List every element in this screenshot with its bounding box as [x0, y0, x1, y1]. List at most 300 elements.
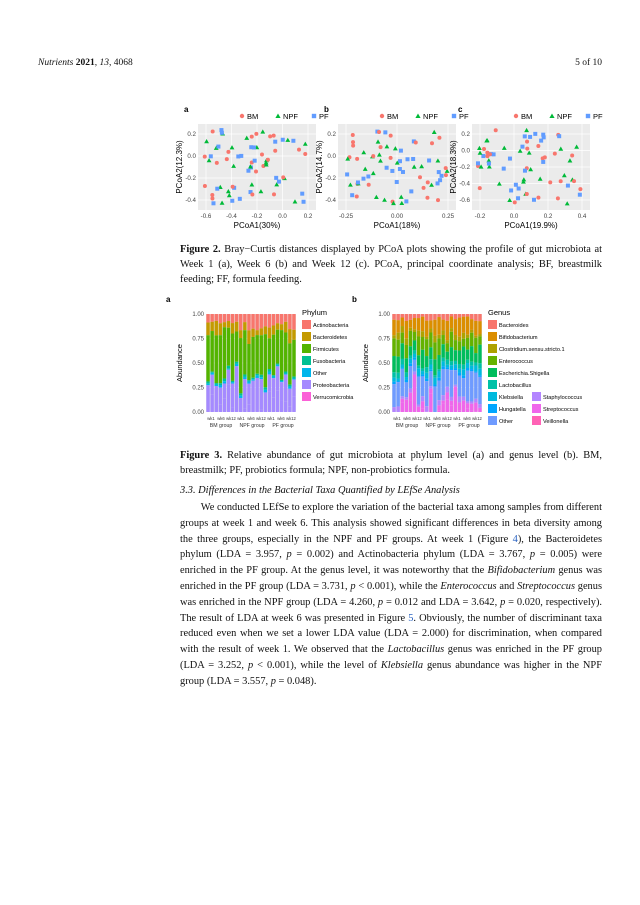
bar-segment — [454, 361, 457, 364]
scatter-point — [203, 155, 207, 159]
bar-segment — [466, 363, 469, 368]
bar-segment — [429, 314, 432, 320]
bar-segment — [292, 340, 295, 377]
bar-segment — [458, 314, 461, 318]
scatter-point — [273, 149, 277, 153]
bar-segment — [450, 332, 453, 347]
bar-segment — [268, 338, 271, 369]
bar-segment — [425, 337, 428, 340]
bar-segment — [227, 366, 230, 369]
bar-segment — [400, 314, 403, 318]
bar-segment — [433, 384, 436, 386]
scatter-point — [404, 199, 408, 203]
y-tick-label: -0.2 — [325, 175, 336, 182]
scatter-point — [541, 160, 545, 164]
bar-segment — [292, 314, 295, 330]
bar-segment — [268, 369, 271, 372]
scatter-point — [361, 177, 365, 181]
x-tick-label: -0.2 — [251, 213, 263, 220]
bar-segment — [206, 314, 209, 323]
bar-segment — [454, 319, 457, 335]
group-label: PF group — [272, 423, 294, 429]
legend-marker — [586, 114, 590, 118]
scatter-point — [539, 139, 543, 143]
scatter-point — [297, 148, 301, 152]
bar-segment — [400, 359, 403, 365]
y-tick-label: -0.2 — [185, 175, 196, 182]
bar-segment — [206, 384, 209, 386]
bar-segment — [425, 339, 428, 356]
scatter-point — [260, 152, 264, 156]
scatter-point — [398, 159, 402, 163]
bar-segment — [470, 330, 473, 333]
legend-label: Klebsiella — [499, 395, 523, 401]
bar-segment — [272, 376, 275, 378]
bar-segment — [413, 372, 416, 375]
journal-year: 2021 — [75, 58, 95, 68]
bar-segment — [210, 373, 213, 375]
bar-segment — [280, 381, 283, 382]
bar-segment — [470, 333, 473, 346]
y-tick-label: 0.2 — [461, 131, 470, 138]
bar-segment — [292, 330, 295, 340]
bar-segment — [405, 338, 408, 345]
bar-segment — [239, 330, 242, 338]
bar-segment — [445, 387, 448, 393]
bar-segment — [227, 314, 230, 321]
bar-segment — [437, 314, 440, 317]
bar-segment — [247, 381, 250, 383]
bar-segment — [292, 380, 295, 397]
bar-segment — [433, 320, 436, 336]
bar-segment — [474, 338, 477, 353]
bar-segment — [206, 335, 209, 381]
bar-segment — [219, 388, 222, 405]
scatter-point — [230, 199, 234, 203]
bar-segment — [470, 346, 473, 362]
bar-segment — [280, 324, 283, 330]
bar-segment — [206, 323, 209, 336]
bar-segment — [429, 347, 432, 359]
legend-label: Hungatella — [499, 407, 526, 413]
bar-segment — [421, 368, 424, 371]
scatter-point — [532, 198, 536, 202]
bar-segment — [214, 386, 217, 412]
scatter-point — [215, 187, 219, 191]
x-tick-label: wk1 — [237, 416, 245, 421]
scatter-point — [436, 181, 440, 185]
scatter-point — [281, 138, 285, 142]
journal-name: Nutrients — [38, 58, 74, 68]
bar-segment — [400, 343, 403, 359]
legend-swatch — [302, 368, 311, 377]
bar-segment — [392, 314, 395, 320]
x-tick-label: 0.2 — [543, 213, 553, 220]
legend-label: Bacteroidetes — [313, 335, 348, 341]
bar-segment — [400, 333, 403, 344]
bar-segment — [478, 369, 481, 375]
journal-volume: 13 — [99, 58, 109, 68]
bar-segment — [421, 374, 424, 376]
bar-segment — [284, 322, 287, 333]
bar-segment — [437, 355, 440, 369]
figure-3-label: Figure 3. — [180, 450, 223, 461]
bar-segment — [239, 396, 242, 398]
x-tick-label: wk12 — [286, 416, 296, 421]
bar-segment — [400, 396, 403, 398]
bar-segment — [231, 314, 234, 323]
para-text: and — [496, 580, 518, 592]
x-tick-label: wk1 — [423, 416, 431, 421]
p-var: p — [247, 659, 254, 671]
bar-segment — [210, 314, 213, 322]
scatter-point — [492, 152, 496, 156]
legend-swatch — [488, 320, 497, 329]
bar-segment — [437, 335, 440, 339]
bar-segment — [474, 403, 477, 412]
scatter-point — [559, 179, 563, 183]
bar-segment — [227, 369, 230, 370]
bar-segment — [231, 323, 234, 333]
bar-segment — [214, 385, 217, 386]
figure-5-link[interactable]: 5 — [408, 612, 414, 624]
bar-segment — [450, 347, 453, 361]
legend-swatch — [302, 332, 311, 341]
legend-title: Phylum — [302, 308, 328, 317]
scatter-point — [210, 197, 214, 201]
bar-segment — [392, 338, 395, 356]
bar-segment — [445, 360, 448, 365]
bar-segment — [474, 321, 477, 336]
bar-segment — [466, 335, 469, 338]
y-tick-label: 0.00 — [192, 410, 204, 416]
scatter-point — [437, 170, 441, 174]
scatter-point — [494, 128, 498, 132]
figure-2-caption — [180, 242, 602, 287]
group-label: PF group — [458, 423, 480, 429]
legend-label: Enterococcus — [499, 359, 533, 365]
bar-segment — [421, 376, 424, 396]
panel-letter: b — [324, 105, 329, 114]
bar-segment — [437, 381, 440, 401]
bar-segment — [417, 375, 420, 376]
legend-label: BM — [247, 112, 259, 121]
bar-segment — [454, 370, 457, 385]
bar-segment — [425, 406, 428, 412]
y-tick-label: 0.25 — [378, 385, 390, 392]
y-tick-label: 1.00 — [378, 312, 390, 318]
bar-segment — [450, 365, 453, 369]
scatter-point — [427, 158, 431, 162]
bar-segment — [425, 373, 428, 379]
bar-segment — [450, 361, 453, 365]
panel-letter: a — [184, 105, 189, 114]
bar-segment — [396, 373, 399, 379]
bar-segment — [417, 366, 420, 369]
bar-segment — [413, 354, 416, 358]
bar-segment — [396, 320, 399, 333]
scatter-point — [514, 183, 518, 187]
bar-segment — [284, 401, 287, 412]
bar-segment — [392, 407, 395, 412]
bar-segment — [288, 343, 291, 384]
scatter-point — [238, 197, 242, 201]
bar-segment — [251, 378, 254, 379]
bar-segment — [454, 350, 457, 361]
scatter-point — [395, 180, 399, 184]
scatter-point — [436, 198, 440, 202]
bar-segment — [417, 407, 420, 412]
para-text: We conducted LEfSe to explore the variation of the bacterial taxa among samples from different groups at week 1 and week 6. This analysis showed significant differences in beta diversity among the three groups, especially in the NPF and PF groups. At week 1 (Figure — [180, 502, 602, 545]
bar-segment — [445, 343, 448, 352]
legend-label: Streptococcus — [543, 407, 579, 413]
scatter-point — [356, 180, 360, 184]
x-tick-label: wk6 — [217, 416, 225, 421]
bar-segment — [433, 342, 436, 359]
legend-label: Clostridium.sensu.stricto.1 — [499, 347, 565, 353]
bar-segment — [470, 404, 473, 411]
bar-segment — [445, 321, 448, 340]
bar-segment — [409, 314, 412, 320]
bar-segment — [413, 340, 416, 350]
x-axis-label: PCoA1(30%) — [233, 221, 281, 230]
bar-segment — [429, 320, 432, 328]
bar-segment — [441, 401, 444, 404]
bar-segment — [288, 329, 291, 343]
scatter-point — [225, 157, 229, 161]
bar-segment — [392, 382, 395, 384]
bar-segment — [474, 399, 477, 403]
bar-segment — [247, 344, 250, 380]
scatter-point — [523, 134, 527, 138]
bar-segment — [417, 368, 420, 375]
bar-segment — [264, 390, 267, 393]
x-tick-label: wk1 — [267, 416, 275, 421]
y-tick-label: 1.00 — [192, 312, 204, 318]
legend-label: Escherichia.Shigella — [499, 371, 550, 377]
bar-segment — [400, 399, 403, 403]
scatter-point — [253, 159, 257, 163]
legend-swatch — [302, 356, 311, 365]
taxon-name: Streptococcus — [517, 580, 575, 592]
para-text: ), the Bacteroidetes phylum (LDA = 3.957, — [180, 533, 602, 561]
p-var: p — [270, 675, 276, 687]
bar-segment — [255, 374, 258, 376]
bar-segment — [462, 405, 465, 412]
bar-segment — [441, 358, 444, 362]
bar-segment — [429, 393, 432, 412]
bar-segment — [445, 400, 448, 412]
bar-segment — [210, 322, 213, 331]
bar-segment — [470, 369, 473, 371]
bar-segment — [454, 387, 457, 391]
x-tick-label: wk6 — [247, 416, 255, 421]
bar-segment — [441, 314, 444, 320]
bar-segment — [392, 320, 395, 336]
scatter-point — [250, 193, 254, 197]
y-tick-label: -0.4 — [325, 197, 336, 204]
bar-segment — [405, 372, 408, 377]
x-tick-label: 0.0 — [509, 213, 519, 220]
bar-segment — [470, 362, 473, 366]
bar-segment — [445, 369, 448, 386]
bar-segment — [243, 379, 246, 409]
page-number: 5 of 10 — [575, 58, 602, 68]
legend-label: BM — [387, 112, 399, 121]
bar-segment — [433, 359, 436, 375]
bar-segment — [462, 314, 465, 317]
scatter-point — [226, 150, 230, 154]
bar-segment — [292, 397, 295, 412]
bar-segment — [405, 382, 408, 397]
bar-segment — [413, 383, 416, 412]
scatter-point — [502, 167, 506, 171]
bar-segment — [259, 377, 262, 379]
bar-segment — [458, 402, 461, 410]
legend-marker — [240, 114, 244, 118]
bar-segment — [214, 335, 217, 383]
bar-segment — [243, 322, 246, 330]
scatter-point — [444, 173, 448, 177]
legend-marker — [275, 114, 280, 119]
bar-segment — [214, 383, 217, 384]
scatter-point — [525, 147, 529, 151]
bar-segment — [425, 381, 428, 406]
x-axis-label: PCoA1(18%) — [373, 221, 421, 230]
bar-segment — [445, 352, 448, 360]
figure-2 — [175, 102, 603, 237]
bar-segment — [235, 395, 238, 412]
x-tick-label: -0.2 — [474, 213, 486, 220]
bar-segment — [421, 401, 424, 408]
para-text: . Obviously, the number of discriminant taxa reduced even when we set a lower LDA value (LDA = 2.000) for discrimination, when compared with the result of week 1. We observed that the — [180, 612, 602, 656]
bar-segment — [409, 389, 412, 393]
bar-segment — [409, 366, 412, 389]
bar-segment — [272, 398, 275, 412]
p-var: p — [350, 580, 356, 592]
bar-segment — [276, 323, 279, 330]
bar-segment — [474, 336, 477, 338]
y-tick-label: 0.00 — [378, 410, 390, 416]
bar-segment — [413, 318, 416, 329]
scatter-point — [476, 161, 480, 165]
bar-segment — [276, 314, 279, 323]
scatter-point — [210, 193, 214, 197]
bar-segment — [255, 314, 258, 330]
scatter-point — [272, 134, 276, 138]
scatter-point — [389, 134, 393, 138]
bar-segment — [437, 411, 440, 412]
bar-segment — [425, 356, 428, 367]
bar-segment — [462, 333, 465, 339]
legend-swatch — [488, 404, 497, 413]
bar-segment — [400, 326, 403, 333]
bar-segment — [466, 403, 469, 408]
bar-segment — [409, 328, 412, 331]
bar-segment — [429, 389, 432, 394]
bar-segment — [429, 386, 432, 389]
bar-segment — [413, 332, 416, 340]
section-paragraph — [180, 500, 602, 690]
bar-segment — [462, 365, 465, 370]
bar-segment — [417, 331, 420, 337]
scatter-point — [203, 184, 207, 188]
bar-segment — [478, 404, 481, 408]
bar-segment — [417, 336, 420, 355]
bar-segment — [470, 366, 473, 369]
legend-swatch — [488, 416, 497, 425]
bar-segment — [243, 409, 246, 412]
legend-swatch — [302, 344, 311, 353]
bar-segment — [284, 332, 287, 371]
scatter-point — [528, 135, 532, 139]
bar-segment — [227, 321, 230, 328]
legend-swatch — [488, 356, 497, 365]
bar-segment — [239, 338, 242, 393]
scatter-point — [215, 161, 219, 165]
legend-label: Firmicutes — [313, 347, 339, 353]
taxon-name: Lactobacillus — [387, 644, 445, 656]
bar-segment — [288, 387, 291, 389]
bar-segment — [466, 338, 469, 350]
figure-2-label: Figure 2. — [180, 244, 221, 255]
para-text: = 0.048). — [275, 675, 317, 687]
scatter-point — [398, 167, 402, 171]
panel-letter: c — [458, 105, 463, 114]
legend-label: Fusobacteria — [313, 359, 346, 365]
panel-letter: b — [352, 295, 357, 304]
bar-segment — [417, 405, 420, 407]
scatter-point — [508, 157, 512, 161]
figure-4-link[interactable]: 4 — [512, 533, 518, 545]
scatter-point — [572, 179, 576, 183]
bar-segment — [441, 320, 444, 331]
legend-label: Other — [499, 419, 513, 425]
section-heading: 3.3. Differences in the Bacterial Taxa Quantified by LEfSe Analysis — [180, 485, 460, 496]
bar-segment — [405, 321, 408, 338]
scatter-point — [406, 157, 410, 161]
scatter-point — [444, 166, 448, 170]
bar-segment — [392, 356, 395, 372]
bar-segment — [405, 358, 408, 372]
bar-segment — [223, 314, 226, 322]
taxon-name: Bifidobacterium — [487, 565, 556, 577]
scatter-point — [219, 128, 223, 132]
bar-segment — [243, 377, 246, 379]
bar-segment — [433, 378, 436, 385]
bar-segment — [264, 392, 267, 412]
p-var: p — [500, 596, 506, 608]
y-tick-label: 0.50 — [192, 361, 204, 367]
bar-segment — [478, 336, 481, 344]
x-tick-label: 0.00 — [390, 213, 404, 220]
para-text: genus was enriched in the PF group (LDA = 3.252, — [180, 644, 602, 671]
bar-segment — [284, 375, 287, 402]
para-text: = 0.002) and Actinobacteria phylum (LDA = 3.767, — [291, 549, 530, 561]
scatter-point — [272, 192, 276, 196]
bar-segment — [421, 350, 424, 369]
bar-segment — [462, 375, 465, 378]
bar-segment — [288, 406, 291, 412]
scatter-point — [246, 169, 250, 173]
scatter-point — [566, 184, 570, 188]
legend-title: Genus — [488, 308, 511, 317]
bar-segment — [235, 314, 238, 322]
bar-segment — [462, 339, 465, 347]
scatter-point — [409, 189, 413, 193]
bar-segment — [454, 385, 457, 387]
bar-segment — [466, 314, 469, 317]
